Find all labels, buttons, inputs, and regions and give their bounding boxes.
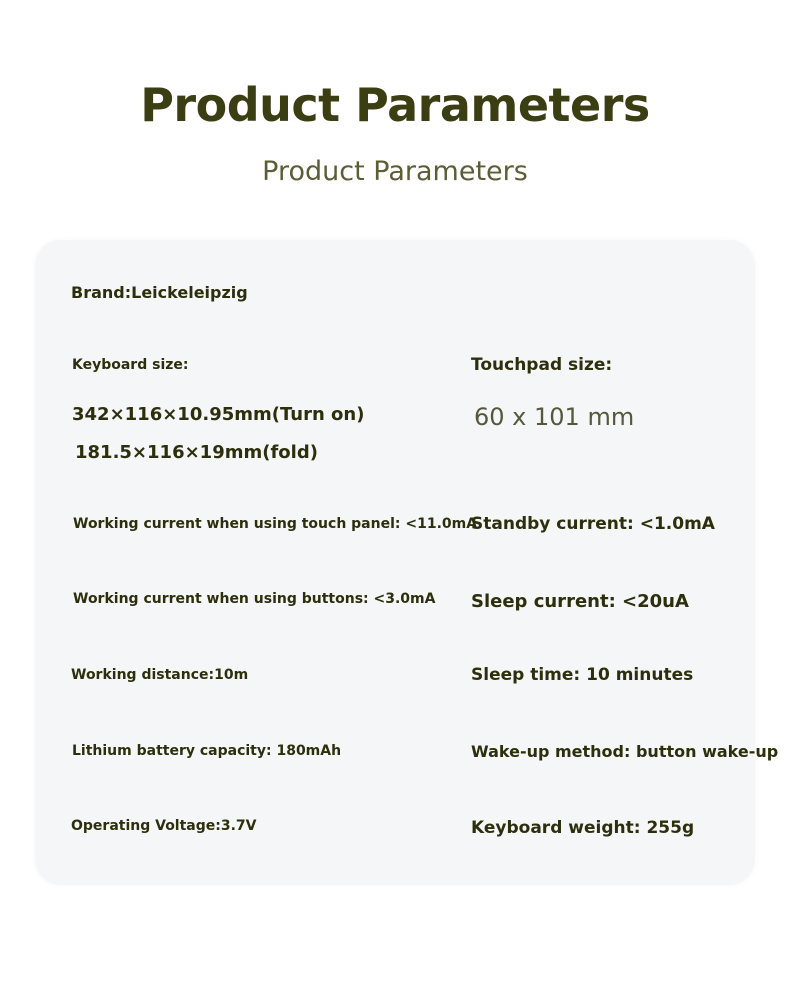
sleep-current-spec: Sleep current: <20uA — [471, 591, 689, 612]
touchpad-size-value: 60 x 101 mm — [474, 403, 635, 431]
working-current-buttons-spec: Working current when using buttons: <3.0mA — [73, 591, 436, 607]
operating-voltage-spec: Operating Voltage:3.7V — [71, 818, 257, 834]
keyboard-weight-spec: Keyboard weight: 255g — [471, 818, 695, 838]
battery-capacity-spec: Lithium battery capacity: 180mAh — [72, 743, 342, 759]
keyboard-size-turn-on: 342×116×10.95mm(Turn on) — [72, 404, 365, 425]
brand-spec: Brand:Leickeleipzig — [71, 283, 248, 302]
keyboard-size-label: Keyboard size: — [72, 357, 189, 373]
touchpad-size-label: Touchpad size: — [471, 355, 613, 375]
page-subtitle: Product Parameters — [262, 156, 528, 187]
wakeup-method-spec: Wake-up method: button wake-up — [471, 742, 779, 761]
working-distance-spec: Working distance:10m — [71, 667, 249, 683]
sleep-time-spec: Sleep time: 10 minutes — [471, 665, 694, 685]
standby-current-spec: Standby current: <1.0mA — [471, 514, 715, 534]
working-current-touch-spec: Working current when using touch panel: <11.0mA — [73, 516, 478, 532]
keyboard-size-fold: 181.5×116×19mm(fold) — [75, 442, 318, 463]
page-title: Product Parameters — [140, 78, 650, 132]
parameters-card — [35, 240, 755, 885]
